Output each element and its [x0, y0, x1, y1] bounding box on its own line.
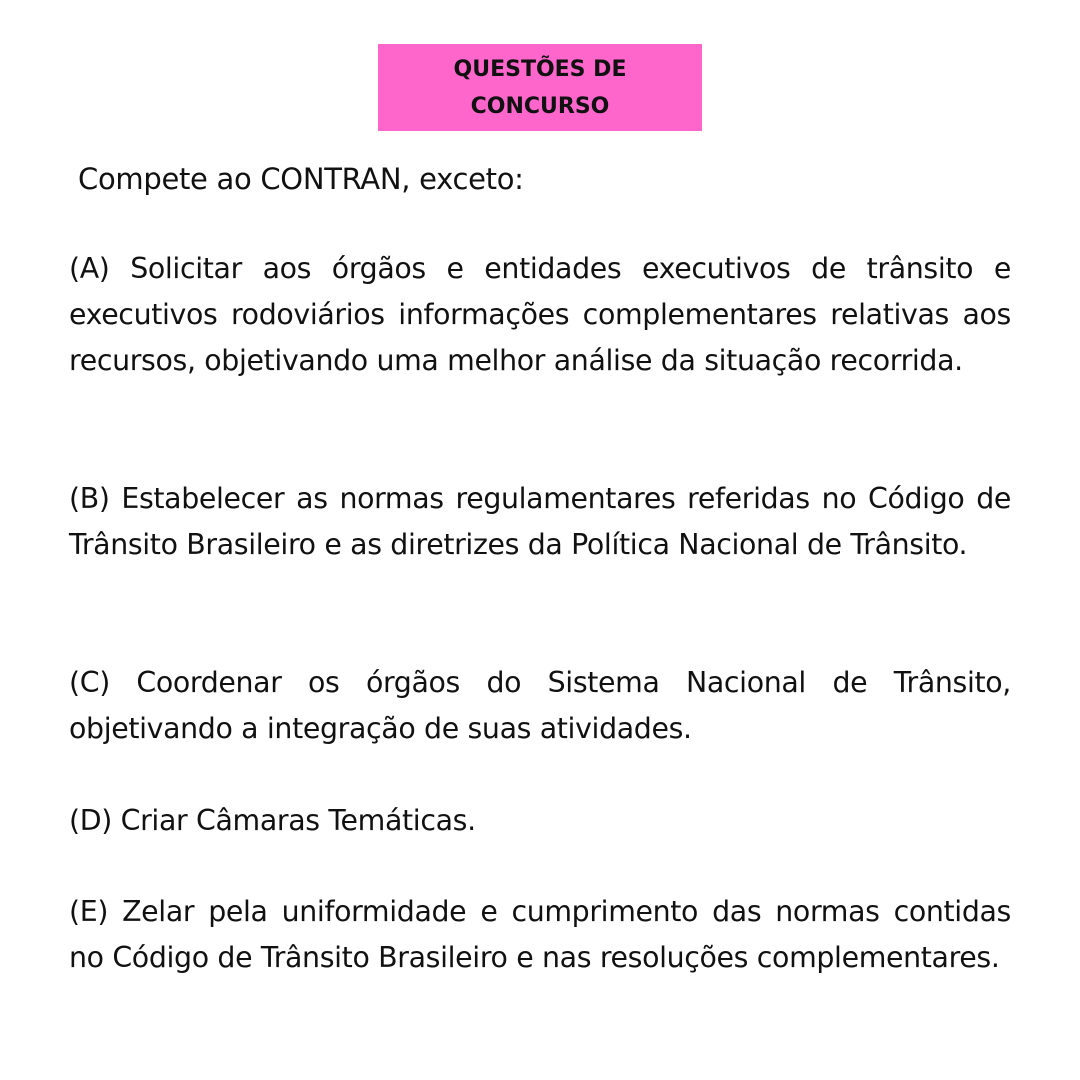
option-c: (C) Coordenar os órgãos do Sistema Nacional de Trânsito, objetivando a integração de suas atividades. — [69, 666, 1011, 745]
header-badge — [378, 44, 702, 131]
option-b: (B) Estabelecer as normas regulamentares referidas no Código de Trânsito Brasileiro e as diretrizes da Política Nacional de Trânsito. — [69, 482, 1011, 561]
option-d: (D) Criar Câmaras Temáticas. — [69, 804, 476, 837]
badge-title: QUESTÕES DE CONCURSO — [453, 56, 627, 119]
question-text: Compete ao CONTRAN, exceto: — [78, 162, 524, 196]
option-a: (A) Solicitar aos órgãos e entidades executivos de trânsito e executivos rodoviários informações complementares relativas aos recursos, objetivando uma melhor análise da situação recorrida. — [69, 252, 1011, 377]
option-e: (E) Zelar pela uniformidade e cumprimento das normas contidas no Código de Trânsito Brasileiro e nas resoluções complementares. — [69, 895, 1011, 974]
